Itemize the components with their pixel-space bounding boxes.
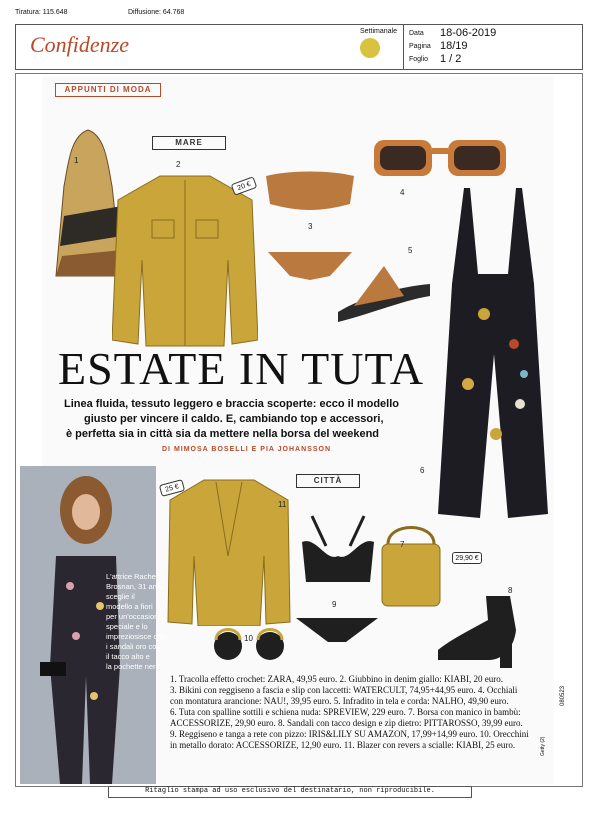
description-line-5: ACCESSORIZE, 29,90 euro. 8. Sandali con tacco design e zip dietro: PITTAROSSO, 39,99 euro. xyxy=(170,718,523,728)
data-label: Data xyxy=(409,30,424,37)
description-line-7: in metallo dorato: ACCESSORIZE, 12,90 euro. 11. Blazer con revers a scialle: KIABI, 25 euro. xyxy=(170,740,516,750)
mare-tag: MARE xyxy=(152,136,226,150)
tiratura: Tiratura: 115.648 xyxy=(15,9,68,16)
price-tag-blazer: 25 € xyxy=(159,479,185,497)
foglio-label: Foglio xyxy=(409,56,429,63)
jumpsuit-image xyxy=(424,184,554,524)
footer-notice: Ritaglio stampa ad uso esclusivo del destinatario, non riproducibile. xyxy=(145,787,435,795)
price-tag-jacket: 20 € xyxy=(231,176,258,195)
item-number-3: 3 xyxy=(308,222,313,231)
citta-tag: CITTÀ xyxy=(296,474,360,488)
lead-line-1: Linea fluida, tessuto leggero e braccia scoperte: ecco il modello xyxy=(64,398,399,410)
item-number-5: 5 xyxy=(408,246,413,255)
denim-jacket-image xyxy=(112,170,258,348)
foglio-value: 1 / 2 xyxy=(440,53,462,65)
description-line-1: 1. Tracolla effetto crochet: ZARA, 49,95 euro. 2. Giubbino in denim giallo: KIABI, 20 euro. xyxy=(170,674,504,684)
photo-credit: Getty (2) xyxy=(540,736,546,756)
lace-bra-image xyxy=(296,512,380,596)
diffusione: Diffusione: 64.768 xyxy=(128,9,185,16)
publisher-logo-icon xyxy=(360,38,380,58)
item-number-6: 6 xyxy=(420,466,425,475)
description-line-4: 6. Tuta con spalline sottili e schiena nuda: SPREVIEW, 229 euro. 7. Borsa con manico in bambù: xyxy=(170,707,521,717)
article-title: ESTATE IN TUTA xyxy=(58,343,425,394)
frequency-label: Settimanale xyxy=(360,28,397,35)
article-credits: DI MIMOSA BOSELLI E PIA JOHANSSON xyxy=(162,446,331,453)
item-number-2: 2 xyxy=(176,160,181,169)
lead-line-2: giusto per vincere il caldo. E, cambiando top e accessori, xyxy=(84,413,384,425)
side-code: 080523 xyxy=(560,685,566,706)
blazer-image xyxy=(164,476,294,626)
data-value: 18-06-2019 xyxy=(440,27,497,39)
price-tag-bag: 29,90 € xyxy=(452,552,482,564)
item-number-4: 4 xyxy=(400,188,405,197)
header-divider xyxy=(403,24,404,70)
item-number-7: 7 xyxy=(400,540,405,549)
heeled-sandal-image xyxy=(430,590,526,672)
item-number-9: 9 xyxy=(332,600,337,609)
masthead-logo: Confidenze xyxy=(30,32,129,57)
photo-caption: L'attrice Rachel Brosnan, 31 anni, sceglie il modello a fiori per un'occasione speciale e lo impreziosisce con i sandali oro con il tacco alto e la pochette nera. xyxy=(106,572,166,671)
description-line-3: con montatura arancione: NAU!, 39,95 euro. 5. Infradito in tela e corda: NALHO, 49,90 euro. xyxy=(170,696,509,706)
item-number-10: 10 xyxy=(244,634,253,643)
description-line-2: 3. Bikini con reggiseno a fascia e slip con laccetti: WATERCULT, 74,95+44,95 euro. 4. Occhiali xyxy=(170,685,518,695)
item-number-11: 11 xyxy=(278,500,287,509)
section-tag: APPUNTI DI MODA xyxy=(55,83,161,97)
sunglasses-image xyxy=(370,134,510,182)
earrings-image xyxy=(210,620,290,670)
description-line-6: 9. Reggiseno e tanga a rete con pizzo: IRIS&LILY SU AMAZON, 17,99+14,99 euro. 10. Orecchini xyxy=(170,729,529,739)
lead-line-3: è perfetta sia in città sia da mettere nella borsa del weekend xyxy=(66,428,380,440)
pagina-label: Pagina xyxy=(409,43,431,50)
item-number-8: 8 xyxy=(508,586,513,595)
pagina-value: 18/19 xyxy=(440,40,468,52)
item-number-1: 1 xyxy=(74,156,79,165)
lace-thong-image xyxy=(292,610,382,650)
sandal-image xyxy=(334,256,434,328)
